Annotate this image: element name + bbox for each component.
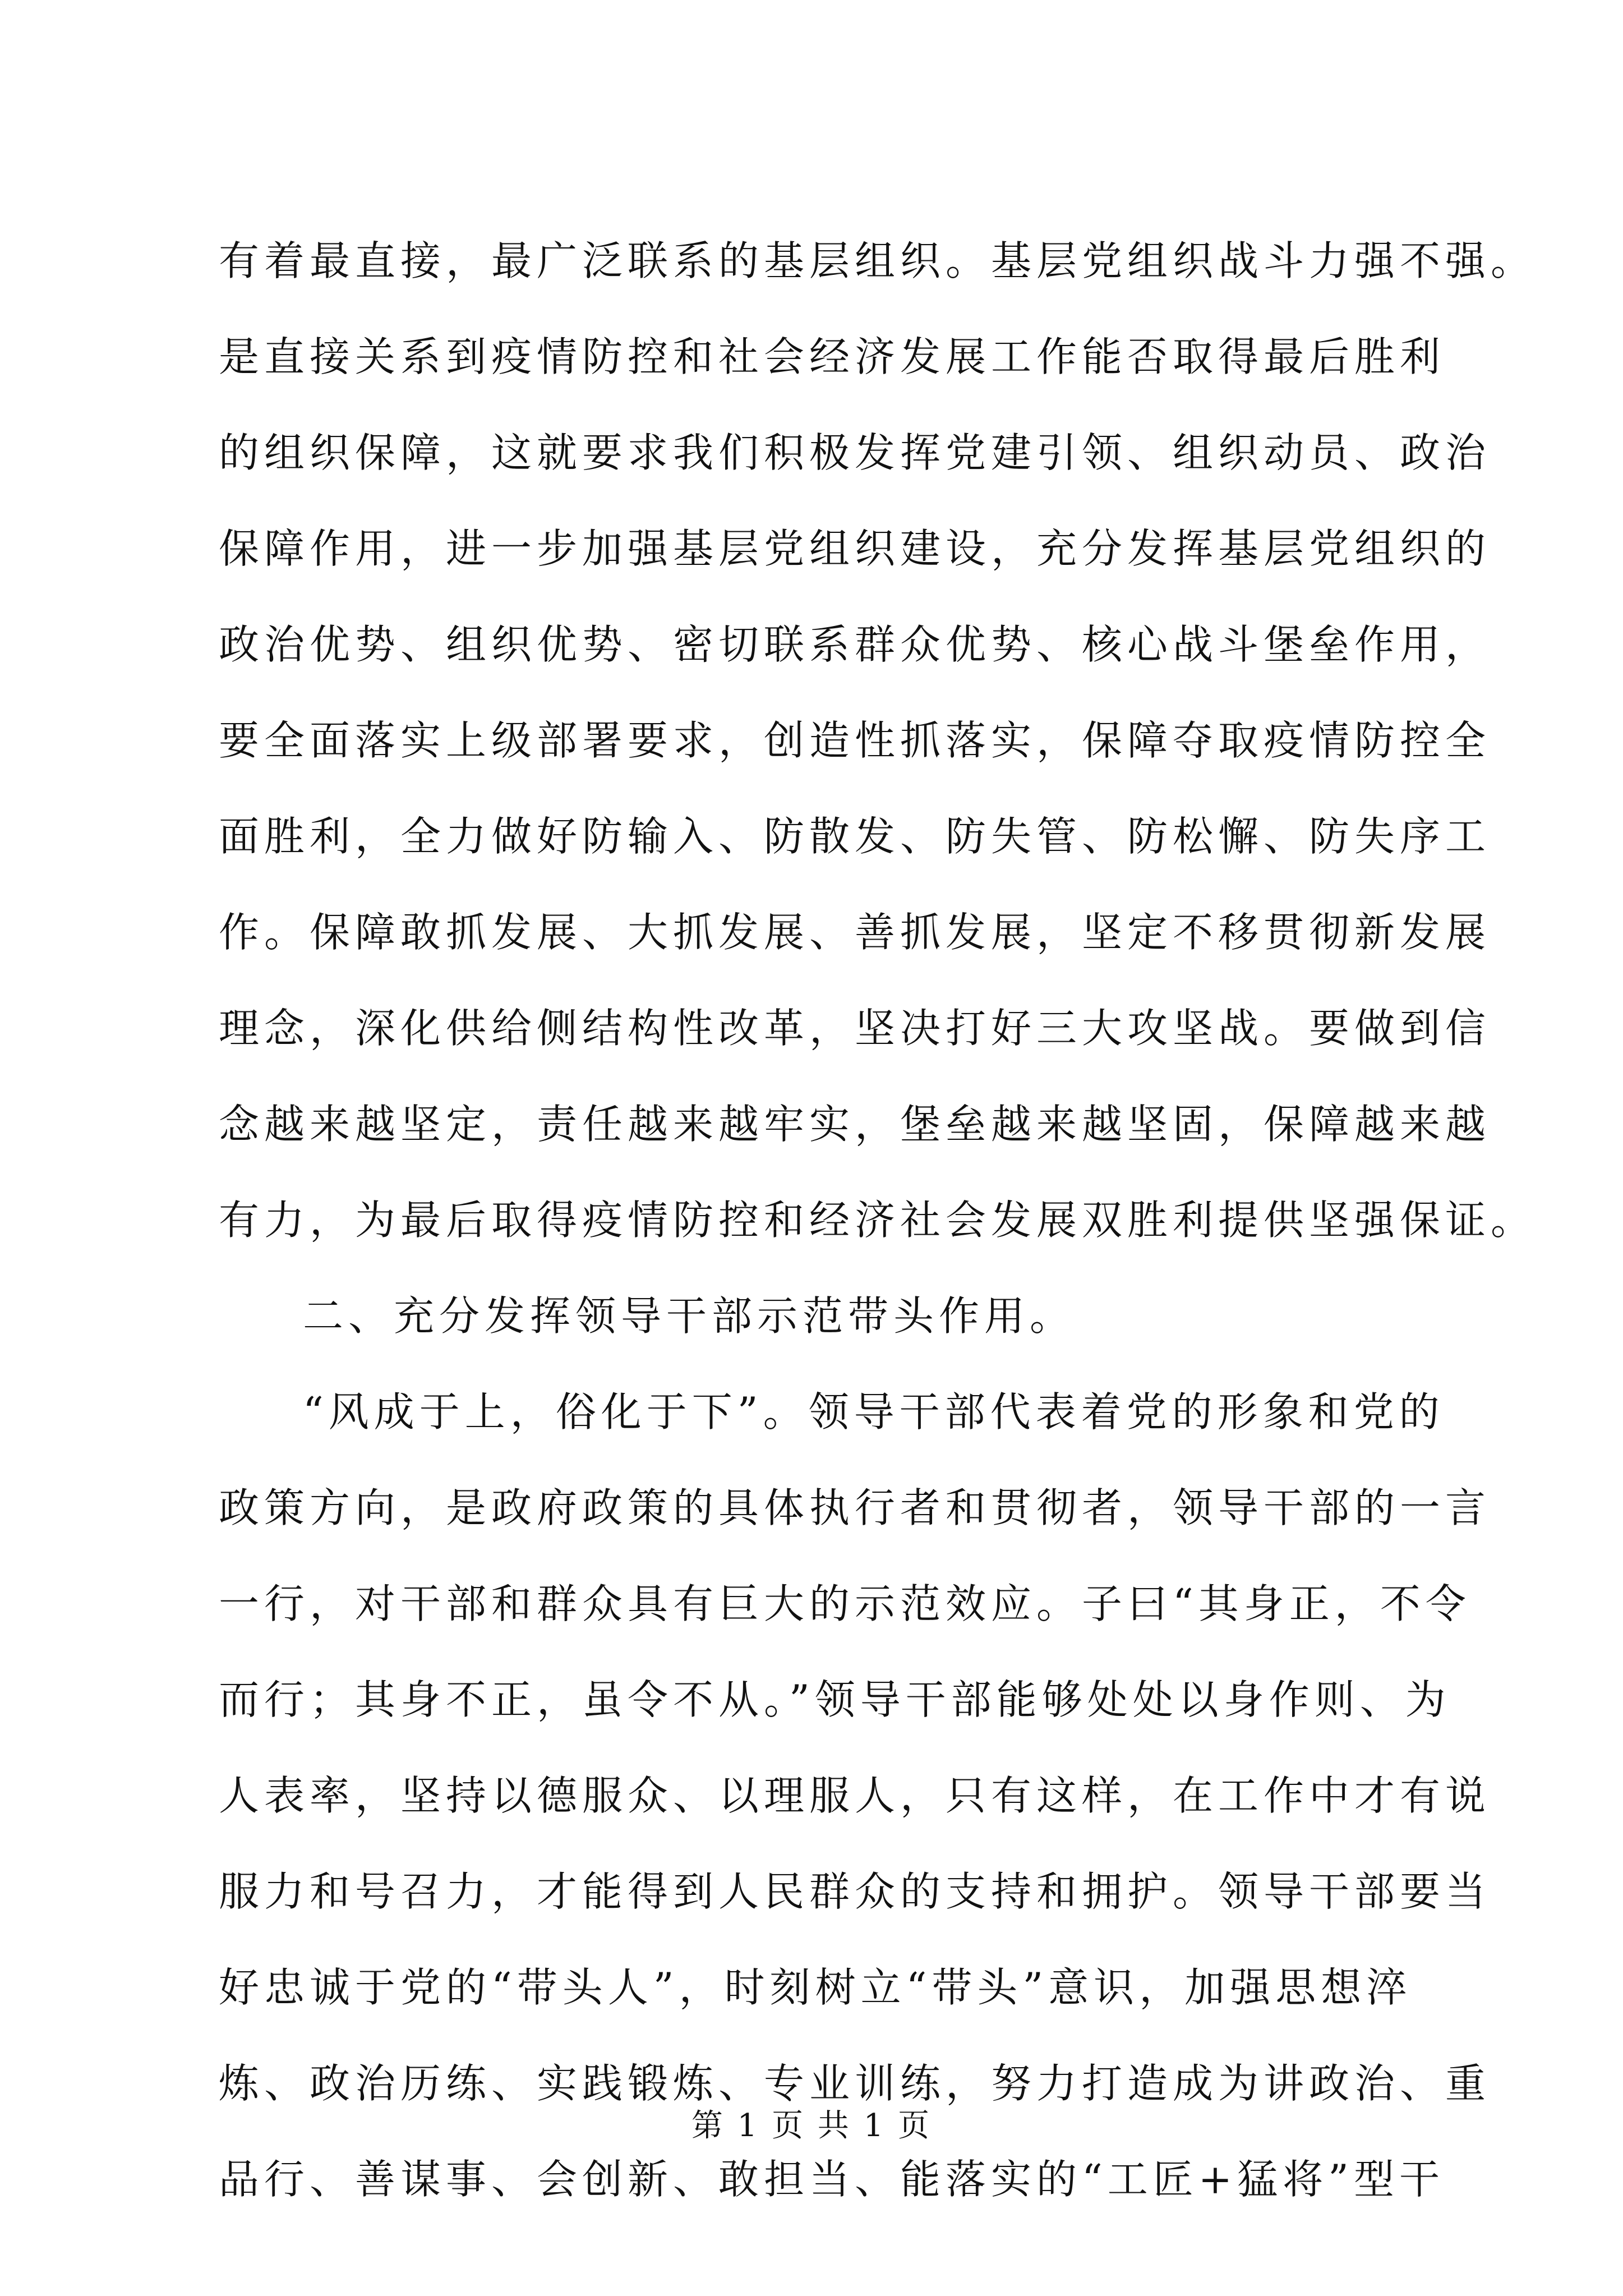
text-line: 有力，为最后取得疫情防控和经济社会发展双胜利提供坚强保证。 (219, 1197, 1537, 1244)
text-line: 炼、政治历练、实践锻炼、专业训练，努力打造成为讲政治、重 (219, 2060, 1491, 2107)
text-line: 而行；其身不正，虽令不从。”领导干部能够处处以身作则、为 (219, 1676, 1451, 1723)
text-line: 一行，对干部和群众具有巨大的示范效应。子曰“其身正，不令 (219, 1580, 1471, 1627)
text-line: 品行、善谋事、会创新、敢担当、能落实的“工匠+猛将”型干 (219, 2156, 1445, 2203)
text-line: 保障作用，进一步加强基层党组织建设，充分发挥基层党组织的 (219, 525, 1491, 572)
text-line: 有着最直接，最广泛联系的基层组织。基层党组织战斗力强不强。 (219, 237, 1537, 284)
page-number: 第 1 页 共 1 页 (691, 2108, 932, 2144)
text-line: 人表率，坚持以德服众、以理服人，只有这样，在工作中才有说 (219, 1772, 1491, 1819)
text-line: 是直接关系到疫情防控和社会经济发展工作能否取得最后胜利 (219, 333, 1446, 380)
text-line: 服力和号召力，才能得到人民群众的支持和拥护。领导干部要当 (219, 1868, 1491, 1915)
text-line: 念越来越坚定，责任越来越牢实，堡垒越来越坚固，保障越来越 (219, 1101, 1491, 1148)
document-body (219, 213, 1537, 2228)
text-line: 面胜利，全力做好防输入、防散发、防失管、防松懈、防失序工 (219, 813, 1491, 860)
text-line: 政治优势、组织优势、密切联系群众优势、核心战斗堡垒作用， (219, 621, 1491, 668)
text-line: “风成于上，俗化于下”。领导干部代表着党的形象和党的 (303, 1388, 1445, 1435)
text-line: 要全面落实上级部署要求，创造性抓落实，保障夺取疫情防控全 (219, 717, 1491, 764)
text-line: 政策方向，是政府政策的具体执行者和贯彻者，领导干部的一言 (219, 1484, 1491, 1531)
text-line: 好忠诚于党的“带头人”，时刻树立“带头”意识，加强思想淬 (219, 1964, 1412, 2011)
section-heading: 二、充分发挥领导干部示范带头作用。 (303, 1292, 1076, 1340)
text-line: 的组织保障，这就要求我们积极发挥党建引领、组织动员、政治 (219, 429, 1491, 476)
text-line: 理念，深化供给侧结构性改革，坚决打好三大攻坚战。要做到信 (219, 1005, 1491, 1052)
text-line: 作。保障敢抓发展、大抓发展、善抓发展，坚定不移贯彻新发展 (219, 909, 1491, 956)
